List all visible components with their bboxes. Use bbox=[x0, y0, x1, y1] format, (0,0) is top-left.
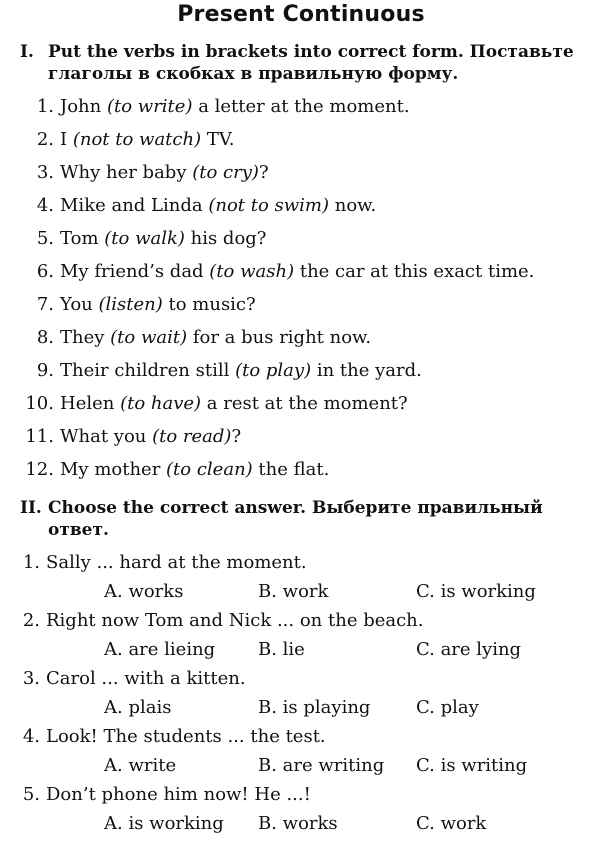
section2-marker: II. bbox=[20, 498, 42, 518]
item-text-after: a letter at the moment. bbox=[192, 96, 410, 117]
item-verb-hint: (to walk) bbox=[104, 228, 185, 249]
question-item bbox=[20, 668, 246, 690]
item-text-after: a rest at the moment? bbox=[201, 393, 408, 414]
answer-option: A. is working bbox=[104, 813, 224, 834]
question-number: 2. bbox=[22, 610, 40, 631]
item-number: 1. bbox=[36, 96, 54, 117]
item-number: 7. bbox=[36, 294, 54, 315]
section1-marker: I. bbox=[20, 42, 34, 62]
section1-instruction-line1: Put the verbs in brackets into correct form. Поставьте bbox=[48, 42, 574, 62]
question-number: 5. bbox=[22, 784, 40, 805]
item-number: 12. bbox=[25, 459, 54, 480]
answer-option: B. work bbox=[258, 581, 329, 602]
exercise-item bbox=[20, 393, 408, 415]
question-text: Carol ... with a kitten. bbox=[46, 668, 246, 689]
item-text-before: What you bbox=[60, 426, 153, 447]
item-verb-hint: (not to watch) bbox=[72, 129, 202, 150]
item-text-before: Their children still bbox=[60, 360, 236, 381]
answer-option: B. is playing bbox=[258, 697, 371, 718]
item-verb-hint: (to have) bbox=[120, 393, 202, 414]
answer-option: A. works bbox=[104, 581, 184, 602]
item-verb-hint: (to wait) bbox=[110, 327, 188, 348]
question-text: Sally ... hard at the moment. bbox=[46, 552, 307, 573]
item-verb-hint: (to read) bbox=[152, 426, 232, 447]
item-verb-hint: (to play) bbox=[235, 360, 312, 381]
item-text-before: You bbox=[60, 294, 99, 315]
exercise-item bbox=[20, 459, 329, 481]
item-text-after: his dog? bbox=[184, 228, 267, 249]
exercise-item bbox=[20, 162, 269, 184]
item-text-after: the flat. bbox=[252, 459, 330, 480]
section1-instruction-line2: глаголы в скобках в правильную форму. bbox=[48, 64, 459, 84]
answer-option: C. is writing bbox=[416, 755, 528, 776]
question-text: Look! The students ... the test. bbox=[46, 726, 326, 747]
item-text-before: They bbox=[60, 327, 111, 348]
item-number: 3. bbox=[36, 162, 54, 183]
section2-instruction-line1: Choose the correct answer. Выберите правильный bbox=[48, 498, 543, 518]
question-item bbox=[20, 726, 326, 748]
item-number: 8. bbox=[36, 327, 54, 348]
item-text-before: John bbox=[60, 96, 107, 117]
item-text-after: ? bbox=[231, 426, 242, 447]
question-text: Don’t phone him now! He ...! bbox=[46, 784, 311, 805]
answer-option: C. are lying bbox=[416, 639, 522, 660]
question-item bbox=[20, 552, 307, 574]
answer-option: C. play bbox=[416, 697, 479, 718]
item-verb-hint: (listen) bbox=[98, 294, 163, 315]
section2-instruction-line2: ответ. bbox=[48, 520, 109, 540]
item-number: 4. bbox=[36, 195, 54, 216]
answer-option: B. works bbox=[258, 813, 338, 834]
exercise-item bbox=[20, 294, 256, 316]
answer-option: A. plais bbox=[104, 697, 172, 718]
answer-option: B. lie bbox=[258, 639, 305, 660]
exercise-item bbox=[20, 96, 410, 118]
item-text-after: the car at this exact time. bbox=[294, 261, 535, 282]
item-text-before: Tom bbox=[60, 228, 105, 249]
exercise-item bbox=[20, 360, 422, 382]
answer-option: C. work bbox=[416, 813, 487, 834]
item-text-after: TV. bbox=[201, 129, 235, 150]
item-text-before: Why her baby bbox=[60, 162, 193, 183]
page-title: Present Continuous bbox=[177, 2, 425, 27]
item-number: 11. bbox=[25, 426, 54, 447]
item-verb-hint: (to cry) bbox=[192, 162, 259, 183]
answer-option: C. is working bbox=[416, 581, 536, 602]
item-text-after: to music? bbox=[162, 294, 256, 315]
exercise-item bbox=[20, 129, 234, 151]
question-number: 3. bbox=[22, 668, 40, 689]
exercise-item bbox=[20, 195, 376, 217]
item-text-before: My friend’s dad bbox=[60, 261, 210, 282]
answer-option: A. write bbox=[104, 755, 177, 776]
item-text-after: now. bbox=[329, 195, 377, 216]
question-item bbox=[20, 784, 311, 806]
item-text-after: ? bbox=[258, 162, 269, 183]
item-number: 5. bbox=[36, 228, 54, 249]
question-item bbox=[20, 610, 424, 632]
item-verb-hint: (to wash) bbox=[209, 261, 295, 282]
item-text-after: for a bus right now. bbox=[187, 327, 372, 348]
exercise-item bbox=[20, 426, 241, 448]
item-text-before: I bbox=[60, 129, 73, 150]
item-number: 10. bbox=[25, 393, 54, 414]
item-number: 9. bbox=[36, 360, 54, 381]
answer-option: B. are writing bbox=[258, 755, 385, 776]
item-number: 2. bbox=[36, 129, 54, 150]
item-number: 6. bbox=[36, 261, 54, 282]
item-text-before: Mike and Linda bbox=[60, 195, 209, 216]
question-number: 4. bbox=[22, 726, 40, 747]
item-verb-hint: (to clean) bbox=[166, 459, 253, 480]
question-text: Right now Tom and Nick ... on the beach. bbox=[46, 610, 424, 631]
exercise-item bbox=[20, 261, 534, 283]
item-text-after: in the yard. bbox=[311, 360, 422, 381]
item-verb-hint: (to write) bbox=[106, 96, 193, 117]
item-text-before: My mother bbox=[60, 459, 167, 480]
exercise-item bbox=[20, 228, 266, 250]
question-number: 1. bbox=[22, 552, 40, 573]
item-text-before: Helen bbox=[60, 393, 121, 414]
item-verb-hint: (not to swim) bbox=[208, 195, 330, 216]
exercise-item bbox=[20, 327, 371, 349]
answer-option: A. are lieing bbox=[104, 639, 216, 660]
